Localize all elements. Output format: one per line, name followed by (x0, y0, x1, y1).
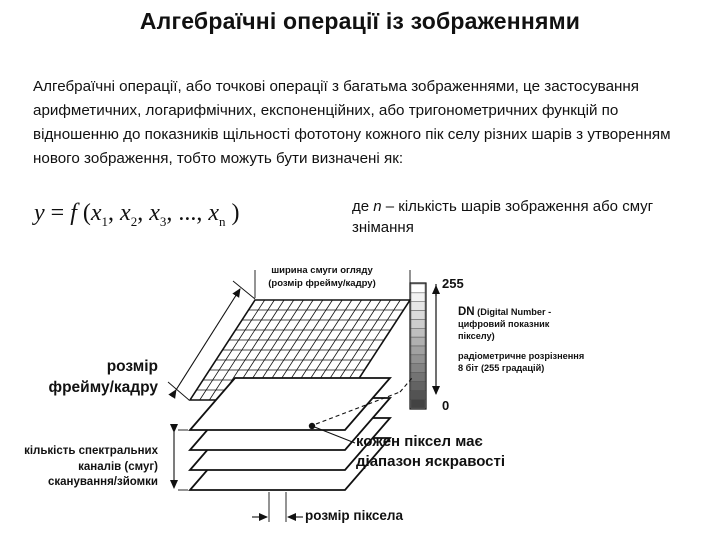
gray-level-cell (411, 319, 425, 328)
gray-level-cell (411, 364, 425, 373)
dn-description: (Digital Number - цифровий показник пікселу) (458, 307, 552, 341)
gray-level-cell (411, 399, 425, 408)
note-suffix: – кількість шарів зображення або смуг знімання (352, 198, 654, 236)
formula-equals: = (44, 200, 71, 226)
formula-sub2: 2 (130, 213, 138, 229)
grayscale-bar (411, 284, 425, 408)
formula-close-paren: ) (225, 200, 240, 226)
digital-number-label (458, 306, 588, 342)
gray-level-cell (411, 346, 425, 355)
gray-level-cell (411, 355, 425, 364)
gray-level-cell (411, 337, 425, 346)
frame-size-label: розмір фрейму/кадру (48, 358, 158, 396)
formula-f: f (70, 200, 77, 226)
formula-sub3: 3 (159, 213, 167, 229)
gray-level-cell (411, 373, 425, 382)
gray-level-cell (411, 311, 425, 320)
formula-sep3: , (166, 200, 179, 226)
formula-sep4: , (196, 200, 209, 226)
formula-x1: x (90, 200, 102, 226)
formula-open-paren: ( (76, 200, 91, 226)
spectral-channels-label: кількість спектральних каналів (смуг) сканування/зйомки (24, 445, 158, 488)
body-paragraph: Алгебраїчні операції, або точкові операції з багатьма зображеннями, це застосування арифметичних, логарифмічних, експоненційних, або тригонометричних функцій по відношенню до показників щільності фототону кожного пік селу різних шарів з утворенням нового зображення, тобто можуть бути визначені як: (33, 78, 671, 167)
formula-x3: x (149, 200, 160, 226)
page-title: Алгебраїчні операції із зображеннями (139, 8, 581, 34)
note-prefix: де (352, 198, 374, 215)
formula-sep2: , (137, 200, 150, 226)
dn-abbreviation: DN (458, 306, 475, 318)
formula-ellipsis: ... (178, 200, 197, 226)
radiometric-resolution-label: радіометричне розрізнення 8 біт (255 градацій) (458, 351, 585, 373)
scale-min-label: 0 (442, 398, 450, 413)
formula-subn: n (219, 213, 226, 229)
note-variable: n (373, 198, 382, 215)
gray-level-cell (411, 328, 425, 337)
formula-sub1: 1 (101, 213, 109, 229)
pixel-size-label: розмір піксела (305, 508, 404, 523)
formula-sep1: , (108, 200, 121, 226)
formula-y: y (34, 200, 45, 226)
gray-level-cell (411, 381, 425, 390)
scale-max-label: 255 (442, 276, 464, 291)
formula-xn: x (208, 200, 219, 226)
formula-x2: x (120, 200, 131, 226)
swath-width-label: ширина смуги огляду (розмір фрейму/кадру) (268, 265, 376, 289)
gray-level-cell (411, 302, 425, 311)
gray-level-cell (411, 293, 425, 302)
gray-level-cell (411, 284, 425, 293)
pixel-brightness-range-label: кожен піксел має діапазон яскравості (356, 433, 506, 470)
gray-level-cell (411, 390, 425, 399)
